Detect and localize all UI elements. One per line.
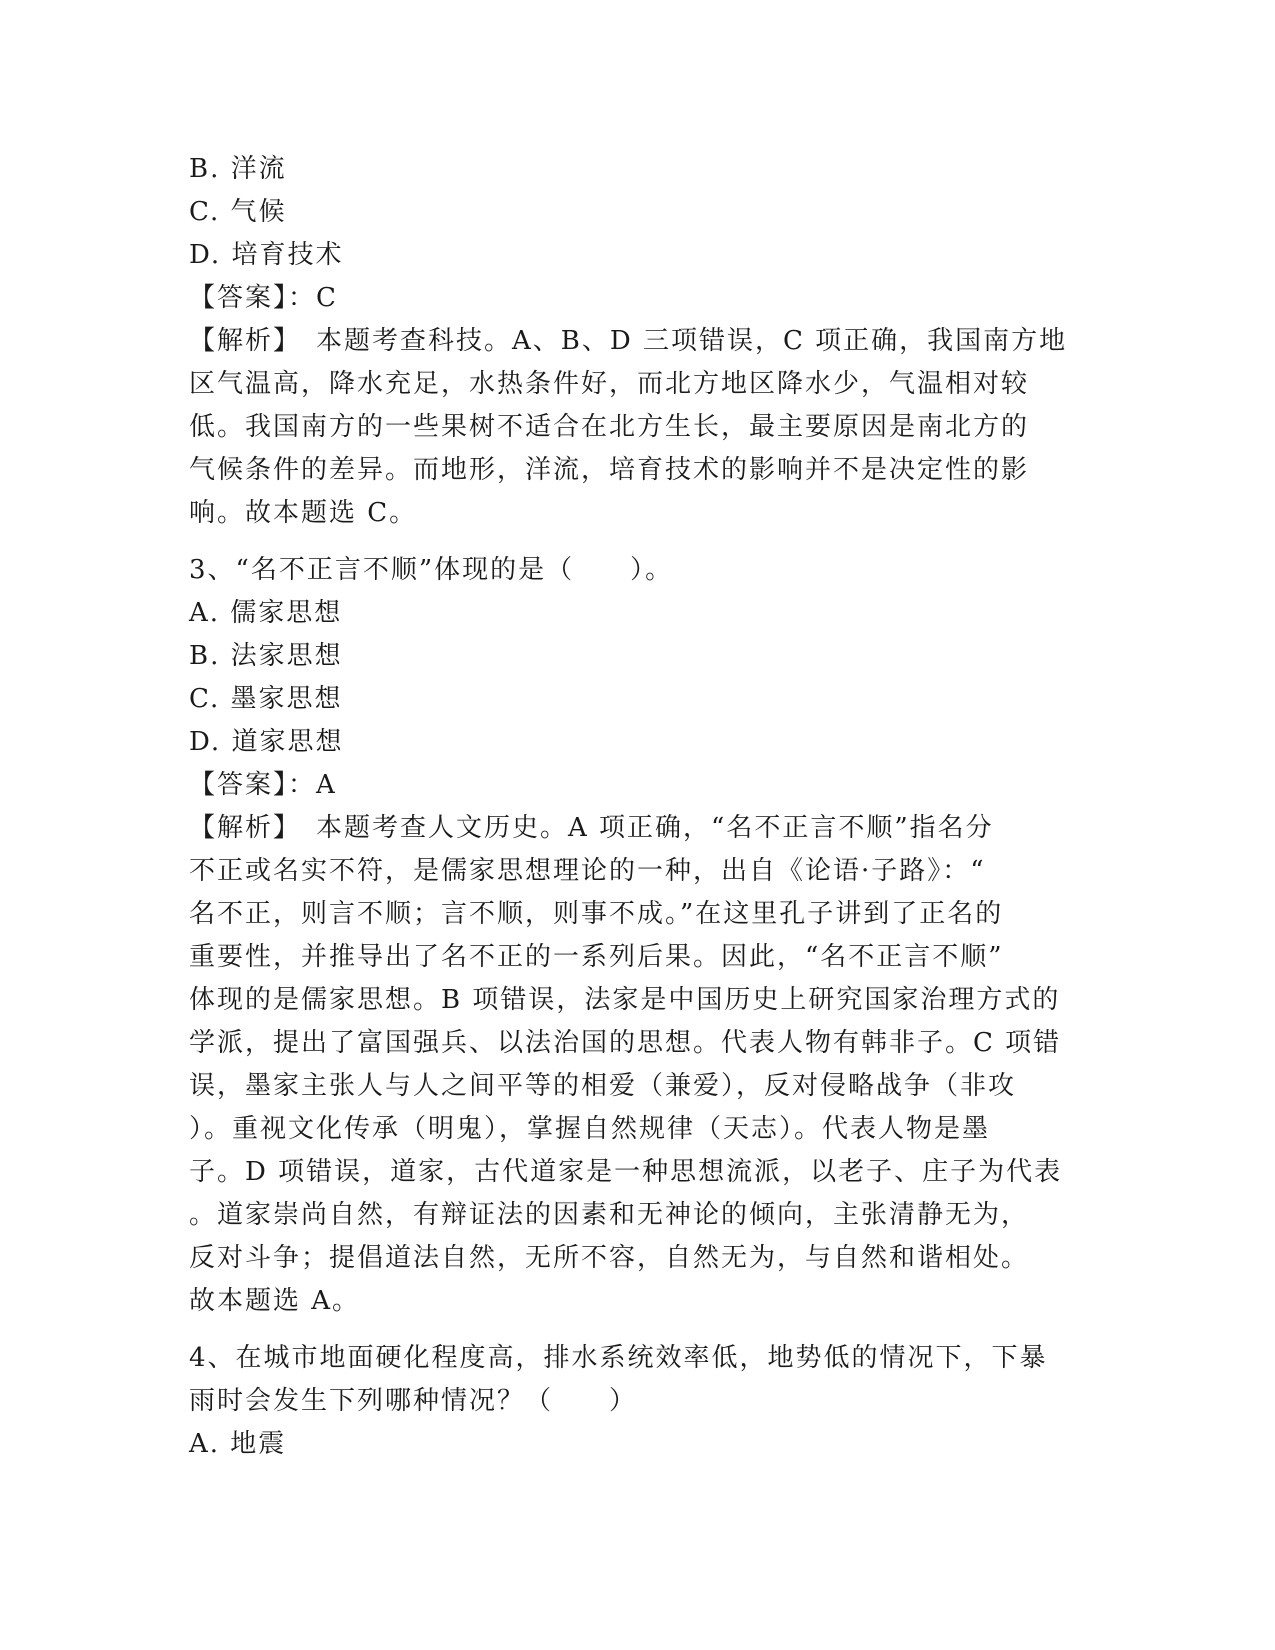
analysis-line: 低。我国南方的一些果树不适合在北方生长，最主要原因是南北方的 bbox=[189, 412, 1030, 442]
option-b: B. 洋流 bbox=[189, 154, 287, 184]
analysis-line: 气候条件的差异。而地形，洋流，培育技术的影响并不是决定性的影 bbox=[189, 455, 1030, 485]
analysis-line: 反对斗争；提倡道法自然，无所不容，自然无为，与自然和谐相处。 bbox=[189, 1243, 1030, 1273]
option-a: A. 地震 bbox=[189, 1429, 287, 1459]
analysis-line: 重要性，并推导出了名不正的一系列后果。因此，“名不正言不顺” bbox=[189, 942, 1004, 972]
question-text: 3、“名不正言不顺”体现的是（ ）。 bbox=[189, 555, 674, 585]
question-text: 4、在城市地面硬化程度高，排水系统效率低，地势低的情况下，下暴 bbox=[189, 1343, 1048, 1373]
option-d: D. 道家思想 bbox=[189, 727, 344, 757]
analysis-line: 误，墨家主张人与人之间平等的相爱（兼爱），反对侵略战争（非攻 bbox=[189, 1071, 1017, 1101]
question-text: 雨时会发生下列哪种情况？（ ） bbox=[189, 1386, 638, 1416]
exam-content bbox=[189, 148, 1089, 1466]
analysis-line: 【解析】 本题考查科技。A、B、D 三项错误，C 项正确，我国南方地 bbox=[189, 326, 1068, 356]
analysis-line: 不正或名实不符，是儒家思想理论的一种，出自《论语·子路》：“ bbox=[189, 856, 986, 886]
question-4 bbox=[189, 1337, 1089, 1466]
option-a: A. 儒家思想 bbox=[189, 598, 343, 628]
answer: 【答案】：C bbox=[189, 283, 338, 313]
analysis-line: 响。故本题选 C。 bbox=[189, 498, 418, 528]
analysis-line: 学派，提出了富国强兵、以法治国的思想。代表人物有韩非子。C 项错 bbox=[189, 1028, 1062, 1058]
option-d: D. 培育技术 bbox=[189, 240, 344, 270]
analysis-line: 故本题选 A。 bbox=[189, 1286, 361, 1316]
analysis-line: 名不正，则言不顺；言不顺，则事不成。”在这里孔子讲到了正名的 bbox=[189, 899, 1004, 929]
analysis-line: 区气温高，降水充足，水热条件好，而北方地区降水少，气温相对较 bbox=[189, 369, 1030, 399]
question-2-tail bbox=[189, 148, 1089, 535]
analysis-line: 。道家崇尚自然，有辩证法的因素和无神论的倾向，主张清静无为， bbox=[189, 1200, 1030, 1230]
analysis-line: 【解析】 本题考查人文历史。A 项正确，“名不正言不顺”指名分 bbox=[189, 813, 994, 843]
analysis-line: ）。重视文化传承（明鬼），掌握自然规律（天志）。代表人物是墨 bbox=[189, 1114, 991, 1144]
analysis-line: 体现的是儒家思想。B 项错误，法家是中国历史上研究国家治理方式的 bbox=[189, 985, 1061, 1015]
option-c: C. 气候 bbox=[189, 197, 287, 227]
answer: 【答案】：A bbox=[189, 770, 337, 800]
option-c: C. 墨家思想 bbox=[189, 684, 343, 714]
analysis bbox=[189, 807, 1089, 1323]
analysis-line: 子。D 项错误，道家，古代道家是一种思想流派，以老子、庄子为代表 bbox=[189, 1157, 1063, 1187]
analysis bbox=[189, 320, 1089, 535]
option-b: B. 法家思想 bbox=[189, 641, 343, 671]
question-3 bbox=[189, 549, 1089, 1323]
